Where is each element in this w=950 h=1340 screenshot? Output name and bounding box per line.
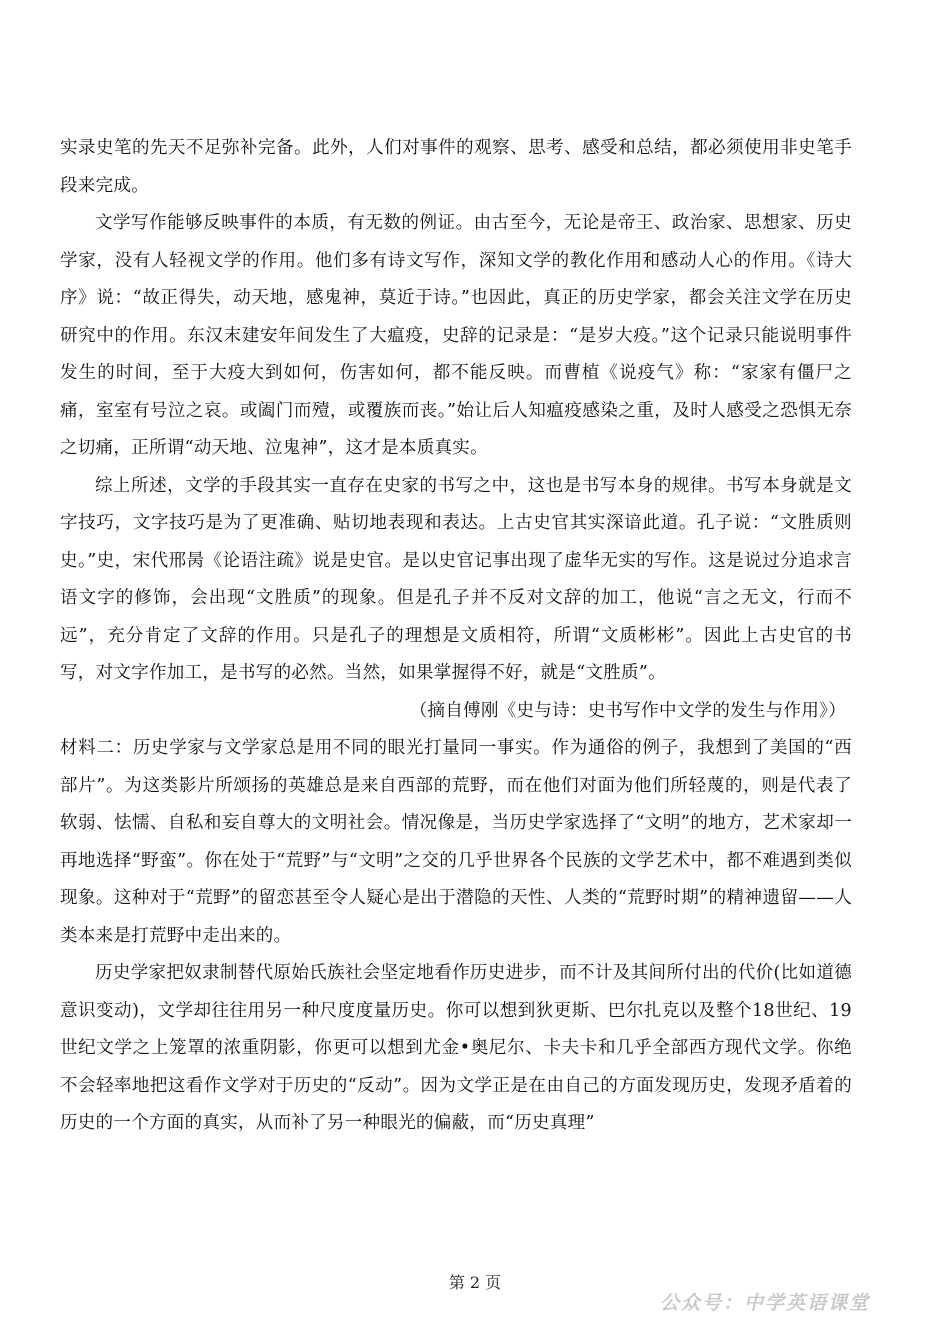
page-number: 第 2 页 xyxy=(448,1273,502,1292)
paragraph-summary: 综上所述，文学的手段其实一直存在史家的书写之中，这也是书写本身的规律。书写本身就是文字技巧，文字技巧是为了更准确、贴切地表现和表达。上古史官其实深谙此道。孔子说：“文胜质则史。”史，宋代邢昺《论语注疏》说是史官。是以史官记事出现了虚华无实的写作。这是说过分追求言语文字的修饰，会出现“文胜质”的现象。但是孔子并不反对文辞的加工，他说“言之无文，行而不远”，充分肯定了文辞的作用。只是孔子的理想是文质相符，所谓“文质彬彬”。因此上古史官的书写，对文字作加工，是书写的必然。当然，如果掌握得不好，就是“文胜质”。 xyxy=(60,475,852,683)
watermark: 公众号：中学英语课堂 xyxy=(659,1292,870,1314)
source-citation: （摘自傅刚《史与诗：史书写作中文学的发生与作用》） xyxy=(409,700,846,721)
document-body xyxy=(60,130,852,1143)
paragraph-continuation: 实录史笔的先天不足弥补完备。此外，人们对事件的观察、思考、感受和总结，都必须使用非史笔手段来完成。 xyxy=(60,138,852,196)
paragraph-material-two: 材料二：历史学家与文学家总是用不同的眼光打量同一事实。作为通俗的例子，我想到了美国的“西部片”。为这类影片所颂扬的英雄总是来自西部的荒野，而在他们对面为他们所轻蔑的，则是代表了软弱、怯懦、自私和妄自尊大的文明社会。情况像是，当历史学家选择了“文明”的地方，艺术家却一再地选择“野蛮”。你在处于“荒野”与“文明”之交的几乎世界各个民族的文学艺术中，都不难遇到类似现象。这种对于“荒野”的留恋甚至令人疑心是出于潜隐的天性、人类的“荒野时期”的精神遗留——人类本来是打荒野中走出来的。 xyxy=(60,738,852,946)
paragraph-literature-essence: 文学写作能够反映事件的本质，有无数的例证。由古至今，无论是帝王、政治家、思想家、历史学家，没有人轻视文学的作用。他们多有诗文写作，深知文学的教化作用和感动人心的作用。《诗大序》说：“故正得失，动天地，感鬼神，莫近于诗。”也因此，真正的历史学家，都会关注文学在历史研究中的作用。东汉末建安年间发生了大瘟疫，史辞的记录是：“是岁大疫。”这个记录只能说明事件发生的时间，至于大疫大到如何，伤害如何，都不能反映。而曹植《说疫气》称：“家家有僵尸之痛，室室有号泣之哀。或阖门而殪，或覆族而丧。”始让后人知瘟疫感染之重，及时人感受之恐惧无奈之切痛，正所谓“动天地、泣鬼神”，这才是本质真实。 xyxy=(60,213,852,458)
paragraph-history-vs-literature: 历史学家把奴隶制替代原始氏族社会坚定地看作历史进步，而不计及其间所付出的代价(比如道德意识变动)，文学却往往用另一种尺度度量历史。你可以想到狄更斯、巴尔扎克以及整个18世纪、19世纪文学之上笼罩的浓重阴影，你更可以想到尤金•奥尼尔、卡夫卡和几乎全部西方现代文学。你绝不会轻率地把这看作文学对于历史的“反动”。因为文学正是在由自己的方面发现历史，发现矛盾着的历史的一个方面的真实，从而补了另一种眼光的偏蔽，而“历史真理” xyxy=(60,963,852,1133)
